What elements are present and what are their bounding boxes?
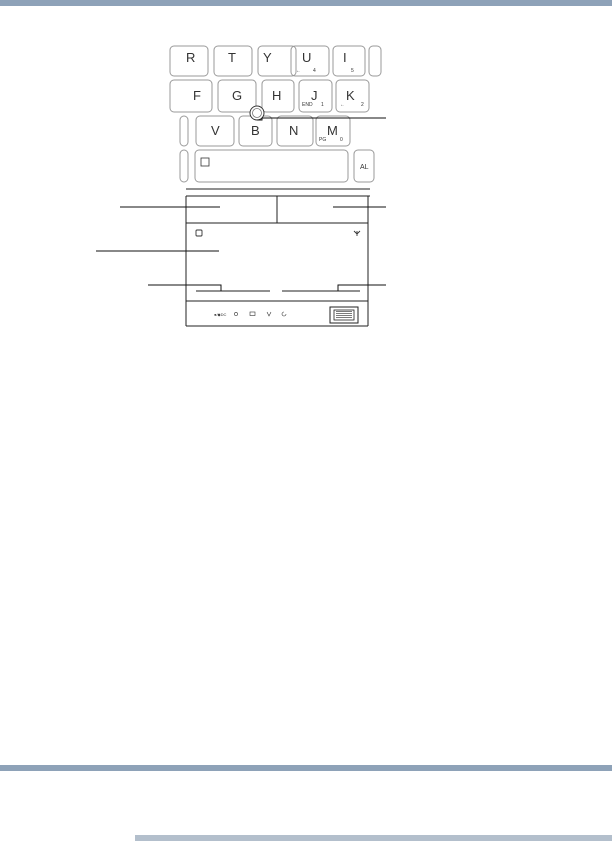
key-j-label: J: [311, 88, 318, 103]
key-k-label: K: [346, 88, 355, 103]
key-k-sub-1: ←: [340, 102, 345, 108]
touchpad-scroll-icon: [354, 231, 360, 236]
key-m-sub-1: PG: [319, 137, 327, 143]
bottom-rule: [0, 765, 612, 771]
palm-rest: [186, 189, 370, 326]
footer-rule: [135, 835, 612, 841]
key-partial-left: [180, 116, 188, 146]
battery-icon: [250, 312, 255, 316]
key-f: [170, 80, 212, 112]
touchpad-icons: [196, 230, 360, 236]
callout-right-touchpad-button: [338, 285, 386, 291]
key-i-label: I: [343, 50, 347, 65]
key-i-sub-1: 5: [351, 68, 354, 74]
key-h-label: H: [272, 88, 282, 103]
touchpad-illustration: [0, 0, 612, 340]
key-g-label: G: [232, 88, 243, 103]
key-y-label: Y: [263, 50, 272, 65]
windows-icon: [201, 158, 209, 166]
key-v-label: V: [211, 123, 220, 138]
key-f-label: F: [193, 88, 201, 103]
key-t-label: T: [228, 50, 236, 65]
key-legends: [186, 50, 369, 171]
key-j-sub-2: 1: [321, 102, 324, 108]
key-n-label: N: [289, 123, 299, 138]
key-space: [195, 150, 348, 182]
pointing-stick-buttons: [186, 196, 368, 223]
key-partial-left-2: [180, 150, 188, 182]
indicator-label: ●/◆DC: [214, 312, 227, 317]
touchpad-on-off-icon: [196, 230, 202, 236]
key-alt-label: AL: [360, 164, 369, 171]
key-m-sub-2: 0: [340, 137, 343, 143]
touchpad-buttons: [186, 291, 368, 301]
key-j-sub-1: END: [302, 102, 313, 108]
key-partial-right: [369, 46, 381, 76]
key-m-label: M: [327, 123, 338, 138]
key-r-label: R: [186, 50, 196, 65]
key-u-label: U: [302, 50, 312, 65]
callout-lines: [96, 118, 386, 291]
callout-pointing-stick: [257, 118, 386, 120]
key-b-label: B: [251, 123, 260, 138]
power-icon: [234, 312, 237, 315]
keyboard: [170, 46, 381, 182]
fingerprint-reader: [330, 307, 358, 323]
key-i: [333, 46, 365, 76]
hdd-icon: [282, 312, 286, 316]
key-u-sub-2: 4: [313, 68, 316, 74]
callout-left-touchpad-button: [148, 285, 221, 291]
key-k-sub-2: 2: [361, 102, 364, 108]
key-u-sub-1: ←: [296, 68, 301, 74]
indicator-row: [214, 312, 286, 317]
wireless-icon: [267, 312, 271, 316]
